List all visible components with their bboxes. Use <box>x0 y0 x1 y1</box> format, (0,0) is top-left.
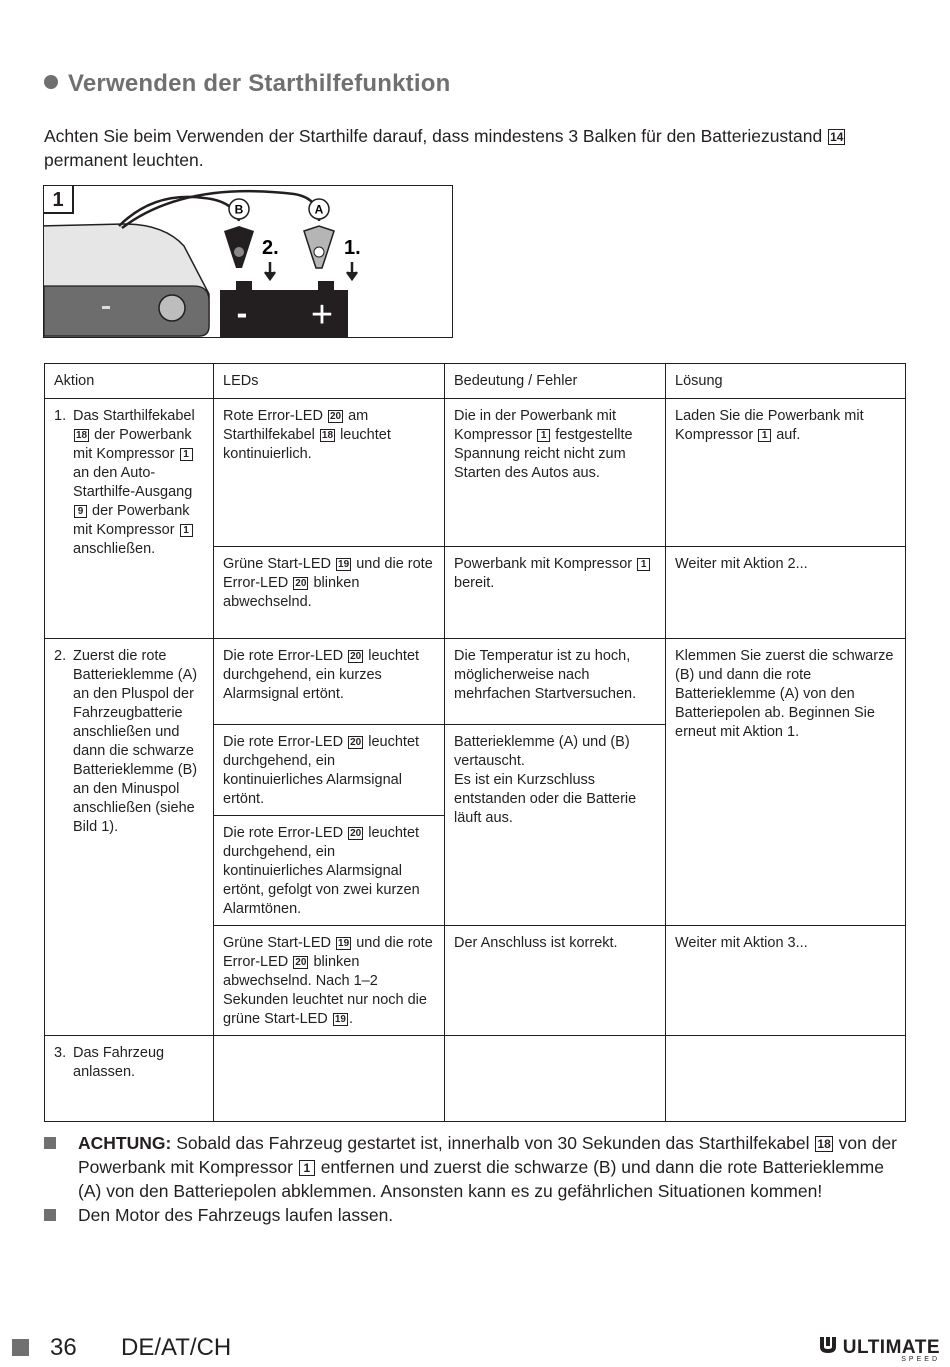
section-heading-text: Verwenden der Starthilfefunktion <box>68 70 451 97</box>
cell-text: blinken abwechselnd. <box>223 575 360 610</box>
reference-number: 1 <box>637 558 650 571</box>
led-cell <box>214 1036 445 1122</box>
action-table <box>44 363 906 1122</box>
list-item <box>44 1131 904 1203</box>
note-text: Den Motor des Fahrzeugs laufen lassen. <box>78 1205 394 1225</box>
cell-text: leuchtet durchgehend, ein kontinuierliches Alarmsignal ertönt, gefolgt von zwei kurzen Alarmtönen. <box>223 825 420 917</box>
cell-text: blinken abwechselnd. Nach 1–2 Sekunden leuchtet nur noch die grüne Start-LED <box>223 954 427 1027</box>
arrow-down-icon <box>265 262 275 279</box>
brand-mark-icon <box>817 1334 839 1356</box>
action-cell <box>45 399 214 639</box>
reference-number: 20 <box>329 411 342 422</box>
meaning-cell <box>445 547 666 639</box>
cell-text: leuchtet durchgehend, ein kurzes Alarmsignal ertönt. <box>223 648 420 702</box>
cable-a <box>122 191 319 228</box>
figure-1 <box>43 185 453 338</box>
table-row <box>45 1036 906 1122</box>
warning-label: ACHTUNG: <box>78 1133 172 1153</box>
battery-plus-sign: + <box>310 294 334 336</box>
cell-text: festgestellte Spannung reicht nicht zum Starten des Autos aus. <box>454 427 633 481</box>
cell-text: Das Fahrzeug anlassen. <box>73 1045 165 1080</box>
solution-cell <box>666 399 906 547</box>
cell-text: leuchtet durchgehend, ein kontinuierliches Alarmsignal ertönt. <box>223 734 420 807</box>
action-number: 1. <box>54 408 67 424</box>
reference-number: 19 <box>338 559 350 570</box>
meaning-cell <box>445 1036 666 1122</box>
cell-text: Grüne Start-LED <box>223 935 331 951</box>
cell-text: an den Auto-Starthilfe-Ausgang <box>73 465 193 500</box>
cell-text: Zuerst die rote Batterieklemme (A) an den Pluspol der Fahrzeugbatterie anschließen und dann die schwarze Batterieklemme (B) an den Minuspol anschließen (siehe Bild 1). <box>73 648 198 835</box>
language-code: DE/AT/CH <box>121 1334 232 1361</box>
brand-logo <box>817 1334 940 1364</box>
cell-text: Das Starthilfekabel <box>73 408 195 424</box>
led-cell <box>214 639 445 725</box>
solution-cell: Weiter mit Aktion 2... <box>666 547 906 639</box>
reference-number: 1 <box>537 429 550 442</box>
meaning-cell <box>445 399 666 547</box>
brand-subtitle: SPEED <box>901 1356 940 1363</box>
intro-paragraph <box>44 124 904 172</box>
reference-number: 14 <box>830 130 844 144</box>
note-text: entfernen und zuerst die schwarze (B) und dann die rote Batterieklemme (A) von den Batteriepolen abklemmen. Ansonsten kann es zu gefährlichen Situationen kommen! <box>78 1157 884 1201</box>
column-header: Bedeutung / Fehler <box>445 364 666 399</box>
reference-number: 18 <box>817 1137 831 1151</box>
section-heading <box>44 70 450 98</box>
reference-number: 1 <box>299 1160 315 1176</box>
solution-cell <box>666 1036 906 1122</box>
led-cell <box>214 816 445 926</box>
reference-number: 18 <box>76 430 88 441</box>
cell-text: Powerbank mit Kompressor <box>454 556 633 572</box>
cell-text: Rote Error-LED <box>223 408 323 424</box>
solution-cell: Weiter mit Aktion 3... <box>666 926 906 1036</box>
reference-number: 1 <box>180 448 193 461</box>
led-cell <box>214 547 445 639</box>
cell-text: der Powerbank mit Kompressor <box>73 427 192 462</box>
cell-text: Batterieklemme (A) und (B) vertauscht. <box>454 734 630 769</box>
notes-list <box>44 1131 904 1227</box>
intro-text: Achten Sie beim Verwenden der Starthilfe darauf, dass mindestens 3 Balken für den Batteriezustand <box>44 126 823 146</box>
clamp-a-label: A <box>314 202 324 217</box>
reference-number: 20 <box>295 578 307 589</box>
list-item <box>44 1203 904 1227</box>
cell-text: Die in der Powerbank mit Kompressor <box>454 408 616 443</box>
cell-text: Die rote Error-LED <box>223 734 344 750</box>
cell-text: und die rote Error-LED <box>223 556 433 591</box>
led-cell <box>214 725 445 816</box>
step-1-label: 1. <box>344 237 361 259</box>
jump-start-illustration <box>44 186 453 338</box>
led-cell <box>214 926 445 1036</box>
reference-number: 9 <box>74 505 87 518</box>
step-2-label: 2. <box>262 237 279 259</box>
meaning-cell: Die Temperatur ist zu hoch, möglicherweise nach mehrfachen Startversuchen. <box>445 639 666 725</box>
column-header: Lösung <box>666 364 906 399</box>
bullet-square-icon <box>44 1209 56 1221</box>
figure-number: 1 <box>44 186 74 214</box>
reference-number: 20 <box>350 828 362 839</box>
cell-text: Laden Sie die Powerbank mit Kompressor <box>675 408 864 443</box>
cell-text: Grüne Start-LED <box>223 556 331 572</box>
port-icon <box>102 306 110 309</box>
note-text: von der Powerbank mit Kompressor <box>78 1133 898 1177</box>
power-button-icon <box>159 295 185 321</box>
reference-number: 1 <box>758 429 771 442</box>
page-footer <box>0 1330 950 1367</box>
page-number: 36 <box>50 1334 77 1361</box>
cell-text: bereit. <box>454 575 495 591</box>
table-row <box>45 639 906 725</box>
reference-number: 20 <box>350 651 362 662</box>
cell-text: und die rote Error-LED <box>223 935 433 970</box>
cell-text: Die rote Error-LED <box>223 648 344 664</box>
clamp-b-label: B <box>234 202 244 217</box>
cell-text: anschließen. <box>73 541 156 557</box>
cell-text: Die rote Error-LED <box>223 825 344 841</box>
reference-number: 20 <box>295 957 307 968</box>
meaning-cell: Der Anschluss ist korrekt. <box>445 926 666 1036</box>
cell-text: Es ist ein Kurzschluss entstanden oder die Batterie läuft aus. <box>454 772 637 826</box>
action-cell <box>45 639 214 1036</box>
arrow-down-icon <box>347 262 357 279</box>
table-header-row <box>45 364 906 399</box>
action-number: 2. <box>54 648 67 664</box>
cell-text: leuchtet kontinuierlich. <box>223 427 391 462</box>
cell-text: . <box>348 1011 353 1027</box>
bullet-dot-icon <box>44 75 58 89</box>
bullet-square-icon <box>44 1137 56 1149</box>
meaning-cell <box>445 725 666 926</box>
battery-terminal-minus <box>236 281 252 291</box>
action-cell <box>45 1036 214 1122</box>
column-header: Aktion <box>45 364 214 399</box>
intro-text-cont: permanent leuchten. <box>44 150 204 170</box>
reference-number: 19 <box>334 1014 346 1025</box>
led-cell <box>214 399 445 547</box>
reference-number: 18 <box>321 430 334 441</box>
reference-number: 1 <box>180 524 193 537</box>
cell-text: auf. <box>776 427 801 443</box>
battery-minus-sign: - <box>236 295 248 331</box>
solution-cell: Klemmen Sie zuerst die schwarze (B) und dann die rote Batterieklemme (A) von den Batteriepolen ab. Beginnen Sie erneut mit Aktion 1. <box>666 639 906 926</box>
column-header: LEDs <box>214 364 445 399</box>
battery-terminal-plus <box>318 281 334 291</box>
cell-text: am Starthilfekabel <box>223 408 369 443</box>
brand-name: ULTIMATE <box>842 1337 940 1358</box>
cell-text: der Powerbank mit Kompressor <box>73 503 190 538</box>
note-text: Sobald das Fahrzeug gestartet ist, innerhalb von 30 Sekunden das Starthilfekabel <box>176 1133 810 1153</box>
reference-number: 19 <box>338 938 350 949</box>
reference-number: 20 <box>350 737 362 748</box>
action-number: 3. <box>54 1045 67 1061</box>
footer-square-icon <box>12 1339 29 1356</box>
table-row <box>45 399 906 547</box>
